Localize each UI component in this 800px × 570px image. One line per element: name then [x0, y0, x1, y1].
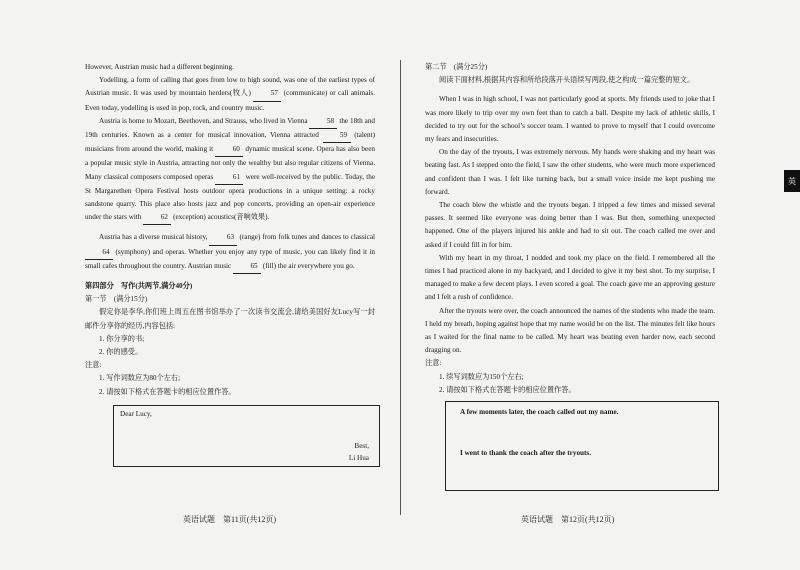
blank-62[interactable]: 62 — [143, 211, 171, 225]
task-item-2: 2. 你的感受。 — [99, 348, 143, 357]
task-item-1: 1. 你分享的书; — [99, 334, 145, 343]
blank-58[interactable]: 58 — [309, 115, 337, 129]
subject-side-tab: 英 — [784, 170, 800, 192]
story-paragraph-3: The coach blew the whistle and the tryouts began. I tripped a few times and missed several passes. It seemed like everyone was doing better than I was. But then, something unexpected happened. One of the players injured his ankle and had to sit out. The coach called me over and asked if I could fill in for him. — [425, 201, 715, 249]
note-label-right: 注意: — [425, 359, 442, 368]
text: Austria has a diverse musical history, — [99, 233, 208, 242]
letter-greeting: Dear Lucy, — [120, 409, 152, 418]
note-label: 注意: — [85, 361, 102, 370]
continuation-answer-box[interactable] — [445, 401, 719, 491]
continuation-opening-2: I went to thank the coach after the tryouts. — [460, 449, 592, 458]
intro-paragraph: However, Austrian music had a different beginning. — [85, 63, 234, 71]
letter-signature: Li Hua — [348, 453, 369, 462]
note-1: 1. 写作词数应为80个左右; — [99, 374, 181, 383]
left-column — [85, 61, 375, 467]
story-paragraph-2: On the day of the tryouts, I was extremely nervous. My hands were shaking and my heart was beating fast. As I stepped onto the field, I saw the other students, who were much more experienced and confident than I was. I felt like turning back, but a small voice inside me kept pushing me forward. — [425, 148, 715, 196]
note-2: 2. 请按如下格式在答题卡的相应位置作答。 — [99, 387, 236, 396]
blank-59[interactable]: 59 — [323, 129, 351, 143]
text: (talent) musicians from around the world, making it — [85, 131, 375, 154]
story-paragraph-1: When I was in high school, I was not particularly good at sports. My friends used to joke that I was more likely to trip over my own feet than to catch a ball. Despite my lack of athletic skills, I decided to try out for the school’s soccer team. I wanted to prove to myself that I could overcome my fears and insecurities. — [425, 95, 715, 144]
note-2-right: 2. 请按如下格式在答题卡的相应位置作答。 — [439, 385, 576, 394]
page-footer-right: 英语试题 第12页(共12页) — [521, 515, 615, 524]
text: (fill) the air everywhere you go. — [262, 261, 355, 270]
text: the 18th and 19th centuries. Known as a center for musical innovation, Vienna attracted — [85, 116, 376, 140]
story-paragraph-4: With my heart in my throat, I nodded and took my place on the field. I remembered all the times I had practiced alone in my backyard, and I decided to give it my best shot. To my surprise, I managed to make a few decent plays. I even scored a goal. The coach gave me an approving gesture and I felt a rush of confidence. — [425, 253, 715, 302]
text: dynamic musical scene. Opera has also been a popular music style in Austria, attracting not only the wealthy but also regular citizens of Vienna. Many classical composers composed operas — [85, 145, 376, 181]
text: (communicate) or call animals. Even today, yodelling is used in pop, rock, and country music. — [85, 89, 375, 112]
yodel-paragraph — [85, 74, 375, 115]
text: Yodelling, a form of calling that goes from low to high sound, was one of the earliest types of Austrian music. It was used by mountain herders(牧人) — [85, 76, 375, 98]
right-column — [425, 61, 715, 491]
blank-63[interactable]: 63 — [209, 231, 237, 245]
diverse-paragraph — [85, 231, 375, 274]
note-1-right: 1. 续写词数应为150个左右; — [439, 372, 524, 381]
section1-prompt: 假定你是李华,你们班上周五在图书馆举办了一次读书交流会,请给美国好友Lucy写一封邮件分享你的经历,内容包括: — [85, 308, 375, 330]
blank-65[interactable]: 65 — [233, 260, 261, 274]
blank-60[interactable]: 60 — [215, 143, 243, 157]
vienna-paragraph — [85, 115, 375, 226]
page-footer-left: 英语试题 第11页(共12页) — [183, 515, 277, 524]
letter-answer-box[interactable] — [113, 405, 380, 467]
part4-title: 第四部分 写作(共两节,满分40分) — [85, 282, 193, 291]
section2-title: 第二节 (满分25分) — [425, 63, 488, 71]
story-paragraph-5: After the tryouts were over, the coach announced the names of the students who made the team. I held my breath, hoping against hope that my name would be on the list. The minutes felt like hours as I waited for the final name to be called. My heart was beating even harder now, each second dragging on. — [425, 306, 715, 355]
blank-57[interactable]: 57 — [253, 87, 281, 101]
text: were well-received by the public. Today, the St Margarethen Opera Festival hosts outdoor opera productions in a unique setting: a rocky sandstone quarry. This place also hosts jazz and pop concerts, providing an open-air experience under the stars with — [85, 172, 376, 222]
text: (symphony) and operas. Whether you enjoy any type of music, you can likely find it in small cafes throughout the country. Austrian music — [85, 247, 375, 270]
continuation-opening-1: A few moments later, the coach called out my name. — [460, 408, 619, 417]
blank-64[interactable]: 64 — [85, 246, 113, 260]
section2-prompt: 阅读下面材料,根据其内容和所给段落开头语续写两段,使之构成一篇完整的短文。 — [439, 76, 695, 85]
text: (range) from folk tunes and dances to classical — [239, 233, 376, 242]
blank-61[interactable]: 61 — [215, 171, 243, 185]
letter-closing: Best, — [354, 441, 369, 450]
right-page — [400, 0, 800, 570]
text: (exception) acoustics(音响效果). — [173, 213, 270, 222]
text: Austria is home to Mozart, Beethoven, and Strauss, who lived in Vienna — [99, 116, 308, 125]
section1-title: 第一节 (满分15分) — [85, 295, 148, 304]
